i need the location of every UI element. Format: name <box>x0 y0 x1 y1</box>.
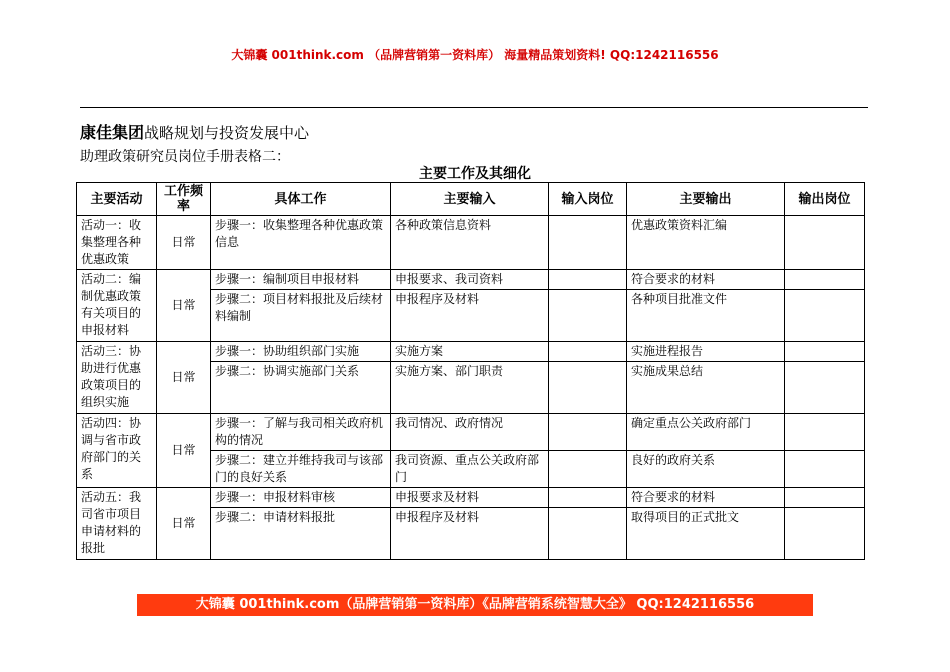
output-cell: 优惠政策资料汇编 <box>627 216 785 270</box>
header-rule <box>80 107 868 108</box>
input-post-cell <box>549 414 627 451</box>
output-post-cell <box>785 414 865 451</box>
input-post-cell <box>549 270 627 290</box>
frequency-cell: 日常 <box>157 270 211 342</box>
output-post-cell <box>785 451 865 488</box>
activity-cell: 活动三：协助进行优惠政策项目的组织实施 <box>77 342 157 414</box>
header-main-input: 主要输入 <box>391 183 549 216</box>
output-post-cell <box>785 362 865 414</box>
task-cell: 步骤一：了解与我司相关政府机构的情况 <box>211 414 391 451</box>
output-cell: 取得项目的正式批文 <box>627 508 785 560</box>
table-row <box>77 488 865 508</box>
table-title: 主要工作及其细化 <box>419 166 531 182</box>
input-cell: 我司资源、重点公关政府部门 <box>391 451 549 488</box>
output-cell: 确定重点公关政府部门 <box>627 414 785 451</box>
input-post-cell <box>549 290 627 342</box>
table-row <box>77 414 865 451</box>
frequency-cell: 日常 <box>157 216 211 270</box>
output-post-cell <box>785 508 865 560</box>
input-cell: 我司情况、政府情况 <box>391 414 549 451</box>
output-cell: 符合要求的材料 <box>627 270 785 290</box>
output-cell: 各种项目批准文件 <box>627 290 785 342</box>
input-post-cell <box>549 362 627 414</box>
activity-cell: 活动一：收集整理各种优惠政策 <box>77 216 157 270</box>
output-cell: 实施成果总结 <box>627 362 785 414</box>
header-specific-task: 具体工作 <box>211 183 391 216</box>
task-cell: 步骤二：协调实施部门关系 <box>211 362 391 414</box>
frequency-cell: 日常 <box>157 414 211 488</box>
org-heading <box>80 120 309 143</box>
task-cell: 步骤一：编制项目申报材料 <box>211 270 391 290</box>
input-cell: 申报要求及材料 <box>391 488 549 508</box>
activity-cell: 活动四：协调与省市政府部门的关系 <box>77 414 157 488</box>
input-cell: 申报程序及材料 <box>391 508 549 560</box>
header-frequency: 工作频率 <box>157 183 211 216</box>
output-cell: 符合要求的材料 <box>627 488 785 508</box>
header-main-activity: 主要活动 <box>77 183 157 216</box>
header-input-post: 输入岗位 <box>549 183 627 216</box>
output-post-cell <box>785 216 865 270</box>
frequency-cell: 日常 <box>157 488 211 560</box>
activity-cell: 活动五：我司省市项目申请材料的报批 <box>77 488 157 560</box>
input-cell: 各种政策信息资料 <box>391 216 549 270</box>
output-post-cell <box>785 488 865 508</box>
header-output-post: 输出岗位 <box>785 183 865 216</box>
task-cell: 步骤二：申请材料报批 <box>211 508 391 560</box>
input-post-cell <box>549 488 627 508</box>
input-cell: 申报要求、我司资料 <box>391 270 549 290</box>
work-breakdown-table <box>76 182 865 560</box>
task-cell: 步骤一：收集整理各种优惠政策信息 <box>211 216 391 270</box>
output-post-cell <box>785 270 865 290</box>
input-post-cell <box>549 508 627 560</box>
table-row <box>77 270 865 290</box>
table-row <box>77 216 865 270</box>
input-cell: 实施方案、部门职责 <box>391 362 549 414</box>
table-row <box>77 342 865 362</box>
task-cell: 步骤二：项目材料报批及后续材料编制 <box>211 290 391 342</box>
top-promo-banner: 大锦囊 001think.com （品牌营销第一资料库） 海量精品策划资料! QQ:1242116556 <box>231 48 719 62</box>
output-post-cell <box>785 290 865 342</box>
org-department: 战略规划与投资发展中心 <box>144 124 310 142</box>
task-cell: 步骤一：协助组织部门实施 <box>211 342 391 362</box>
task-cell: 步骤二：建立并维持我司与该部门的良好关系 <box>211 451 391 488</box>
document-subtitle: 助理政策研究员岗位手册表格二： <box>80 149 290 165</box>
output-post-cell <box>785 342 865 362</box>
input-cell: 申报程序及材料 <box>391 290 549 342</box>
activity-cell: 活动二：编制优惠政策有关项目的申报材料 <box>77 270 157 342</box>
frequency-cell: 日常 <box>157 342 211 414</box>
input-post-cell <box>549 216 627 270</box>
output-cell: 实施进程报告 <box>627 342 785 362</box>
table-header-row <box>77 183 865 216</box>
task-cell: 步骤一：申报材料审核 <box>211 488 391 508</box>
org-name: 康佳集团 <box>80 123 145 142</box>
input-post-cell <box>549 451 627 488</box>
output-cell: 良好的政府关系 <box>627 451 785 488</box>
input-post-cell <box>549 342 627 362</box>
header-main-output: 主要输出 <box>627 183 785 216</box>
bottom-promo-banner: 大锦囊 001think.com（品牌营销第一资料库）《品牌营销系统智慧大全》 QQ:1242116556 <box>137 594 813 616</box>
input-cell: 实施方案 <box>391 342 549 362</box>
